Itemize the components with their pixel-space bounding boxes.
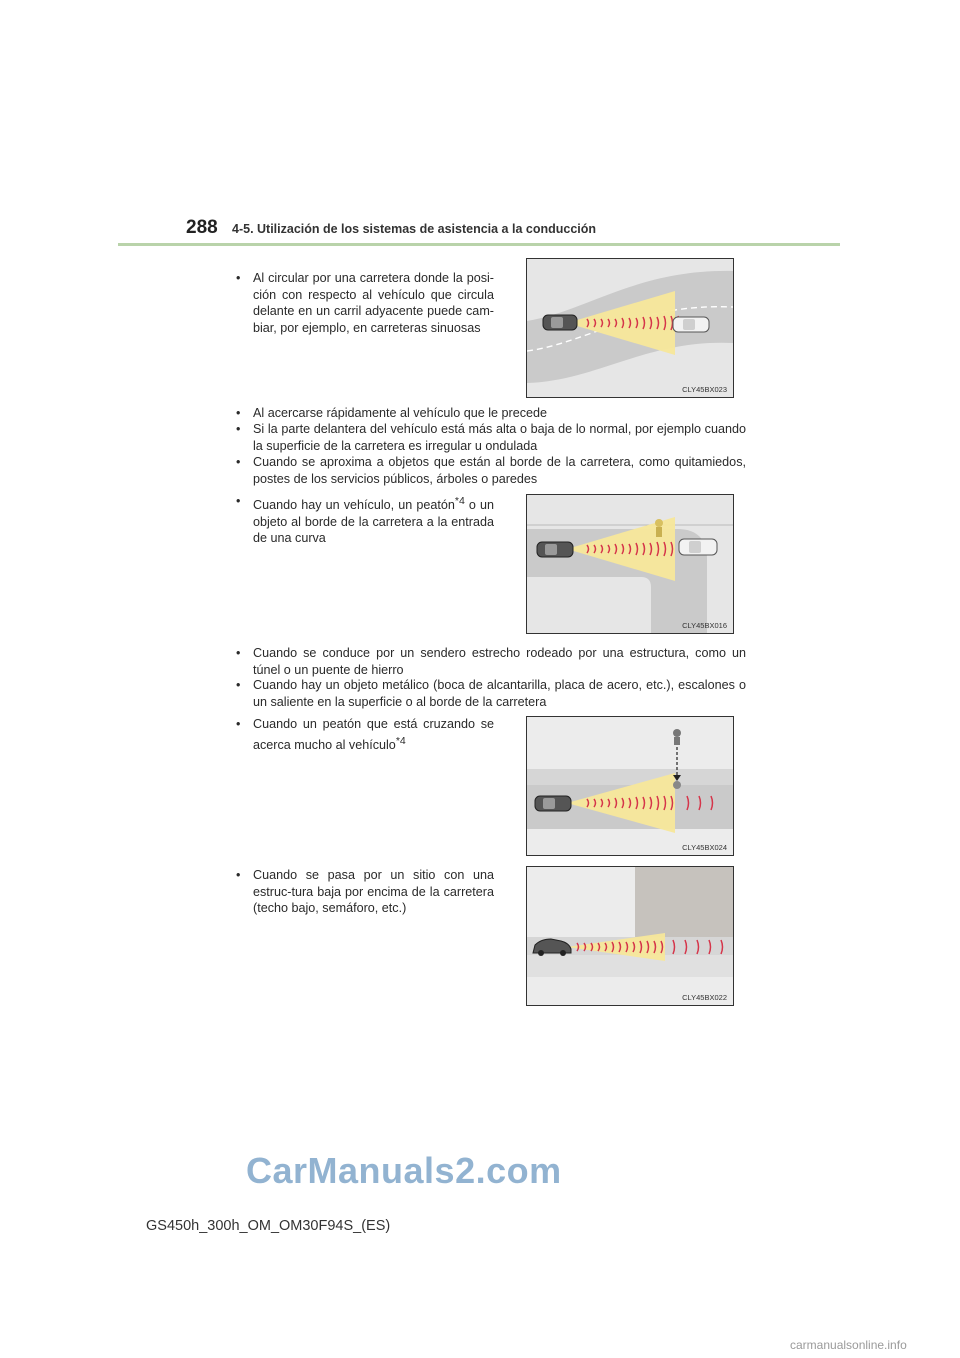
figure-code: CLY45BX022 [682,993,727,1002]
figure-curved-road [526,258,734,398]
bullet-symbol: • [236,868,241,882]
watermark-logo: CarManuals2.com [246,1150,562,1191]
bullet-symbol: • [236,494,241,508]
text-part: o un objeto al borde de la carretera a la entrada de una curva [253,498,495,546]
figure-low-structure [526,866,734,1006]
bullet-symbol: • [236,455,241,469]
figure-curve-entry [526,494,734,634]
bullet-text: Al circular por una carretera donde la posi-ción con respecto al vehículo que circula delante en un carril adyacente puede cam-biar, por ejemplo, en carreteras sinuosas [253,271,494,335]
bullet-item [236,677,746,710]
document-code: GS450h_300h_OM_OM30F94S_(ES) [146,1218,391,1234]
figure-code: CLY45BX016 [682,621,727,630]
bullet-text: Cuando se pasa por un sitio con una estruc-tura baja por encima de la carretera (techo bajo, semáforo, etc.) [253,868,494,915]
bullet-symbol: • [236,406,241,420]
bullet-item [236,867,494,917]
low-structure-illustration [527,867,733,1005]
pedestrian-crossing-illustration [527,717,733,855]
curved-road-illustration [527,259,733,397]
footnote-marker: *4 [454,495,465,507]
bullet-text: Cuando se conduce por un sendero estrecho rodeado por una estructura, como un túnel o un puente de hierro [253,646,746,677]
bullet-symbol: • [236,646,241,660]
page-number: 288 [186,217,218,238]
bullet-item [236,454,746,487]
figure-code: CLY45BX023 [682,385,727,394]
bullet-symbol: • [236,678,241,692]
bullet-item [236,405,746,422]
bullet-item [236,421,746,454]
text-part: Cuando hay un vehículo, un peatón [253,498,455,513]
bullet-text: Al acercarse rápidamente al vehículo que le precede [253,406,548,420]
bullet-item [236,270,494,336]
figure-pedestrian-crossing [526,716,734,856]
curve-entry-illustration [527,495,733,633]
section-title: 4-5. Utilización de los sistemas de asistencia a la conducción [232,222,597,236]
bullet-text [236,716,494,753]
bullet-item [236,493,494,547]
figure-code: CLY45BX024 [682,843,727,852]
bullet-item [236,716,494,753]
bullet-symbol: • [236,271,241,285]
bullet-text: Si la parte delantera del vehículo está más alta o baja de lo normal, por ejemplo cuando la superficie de la carretera es irregular u ondulada [253,422,746,453]
bullet-text: Cuando se aproxima a objetos que están al borde de la carretera, como quitamiedos, postes de los servicios públicos, árboles o paredes [253,455,746,486]
bullet-symbol: • [236,422,241,436]
text-part: Cuando un peatón que está cruzando se acerca mucho al vehículo [253,717,494,752]
header-rule [118,243,840,246]
bullet-text [236,493,494,547]
bullet-symbol: • [236,717,241,731]
bullet-item [236,645,746,678]
footnote-marker: *4 [395,734,406,747]
corner-watermark: carmanualsonline.info [790,1338,907,1352]
bullet-text: Cuando hay un objeto metálico (boca de alcantarilla, placa de acero, etc.), escalones o un saliente en la superficie o al borde de la carretera [253,678,746,709]
